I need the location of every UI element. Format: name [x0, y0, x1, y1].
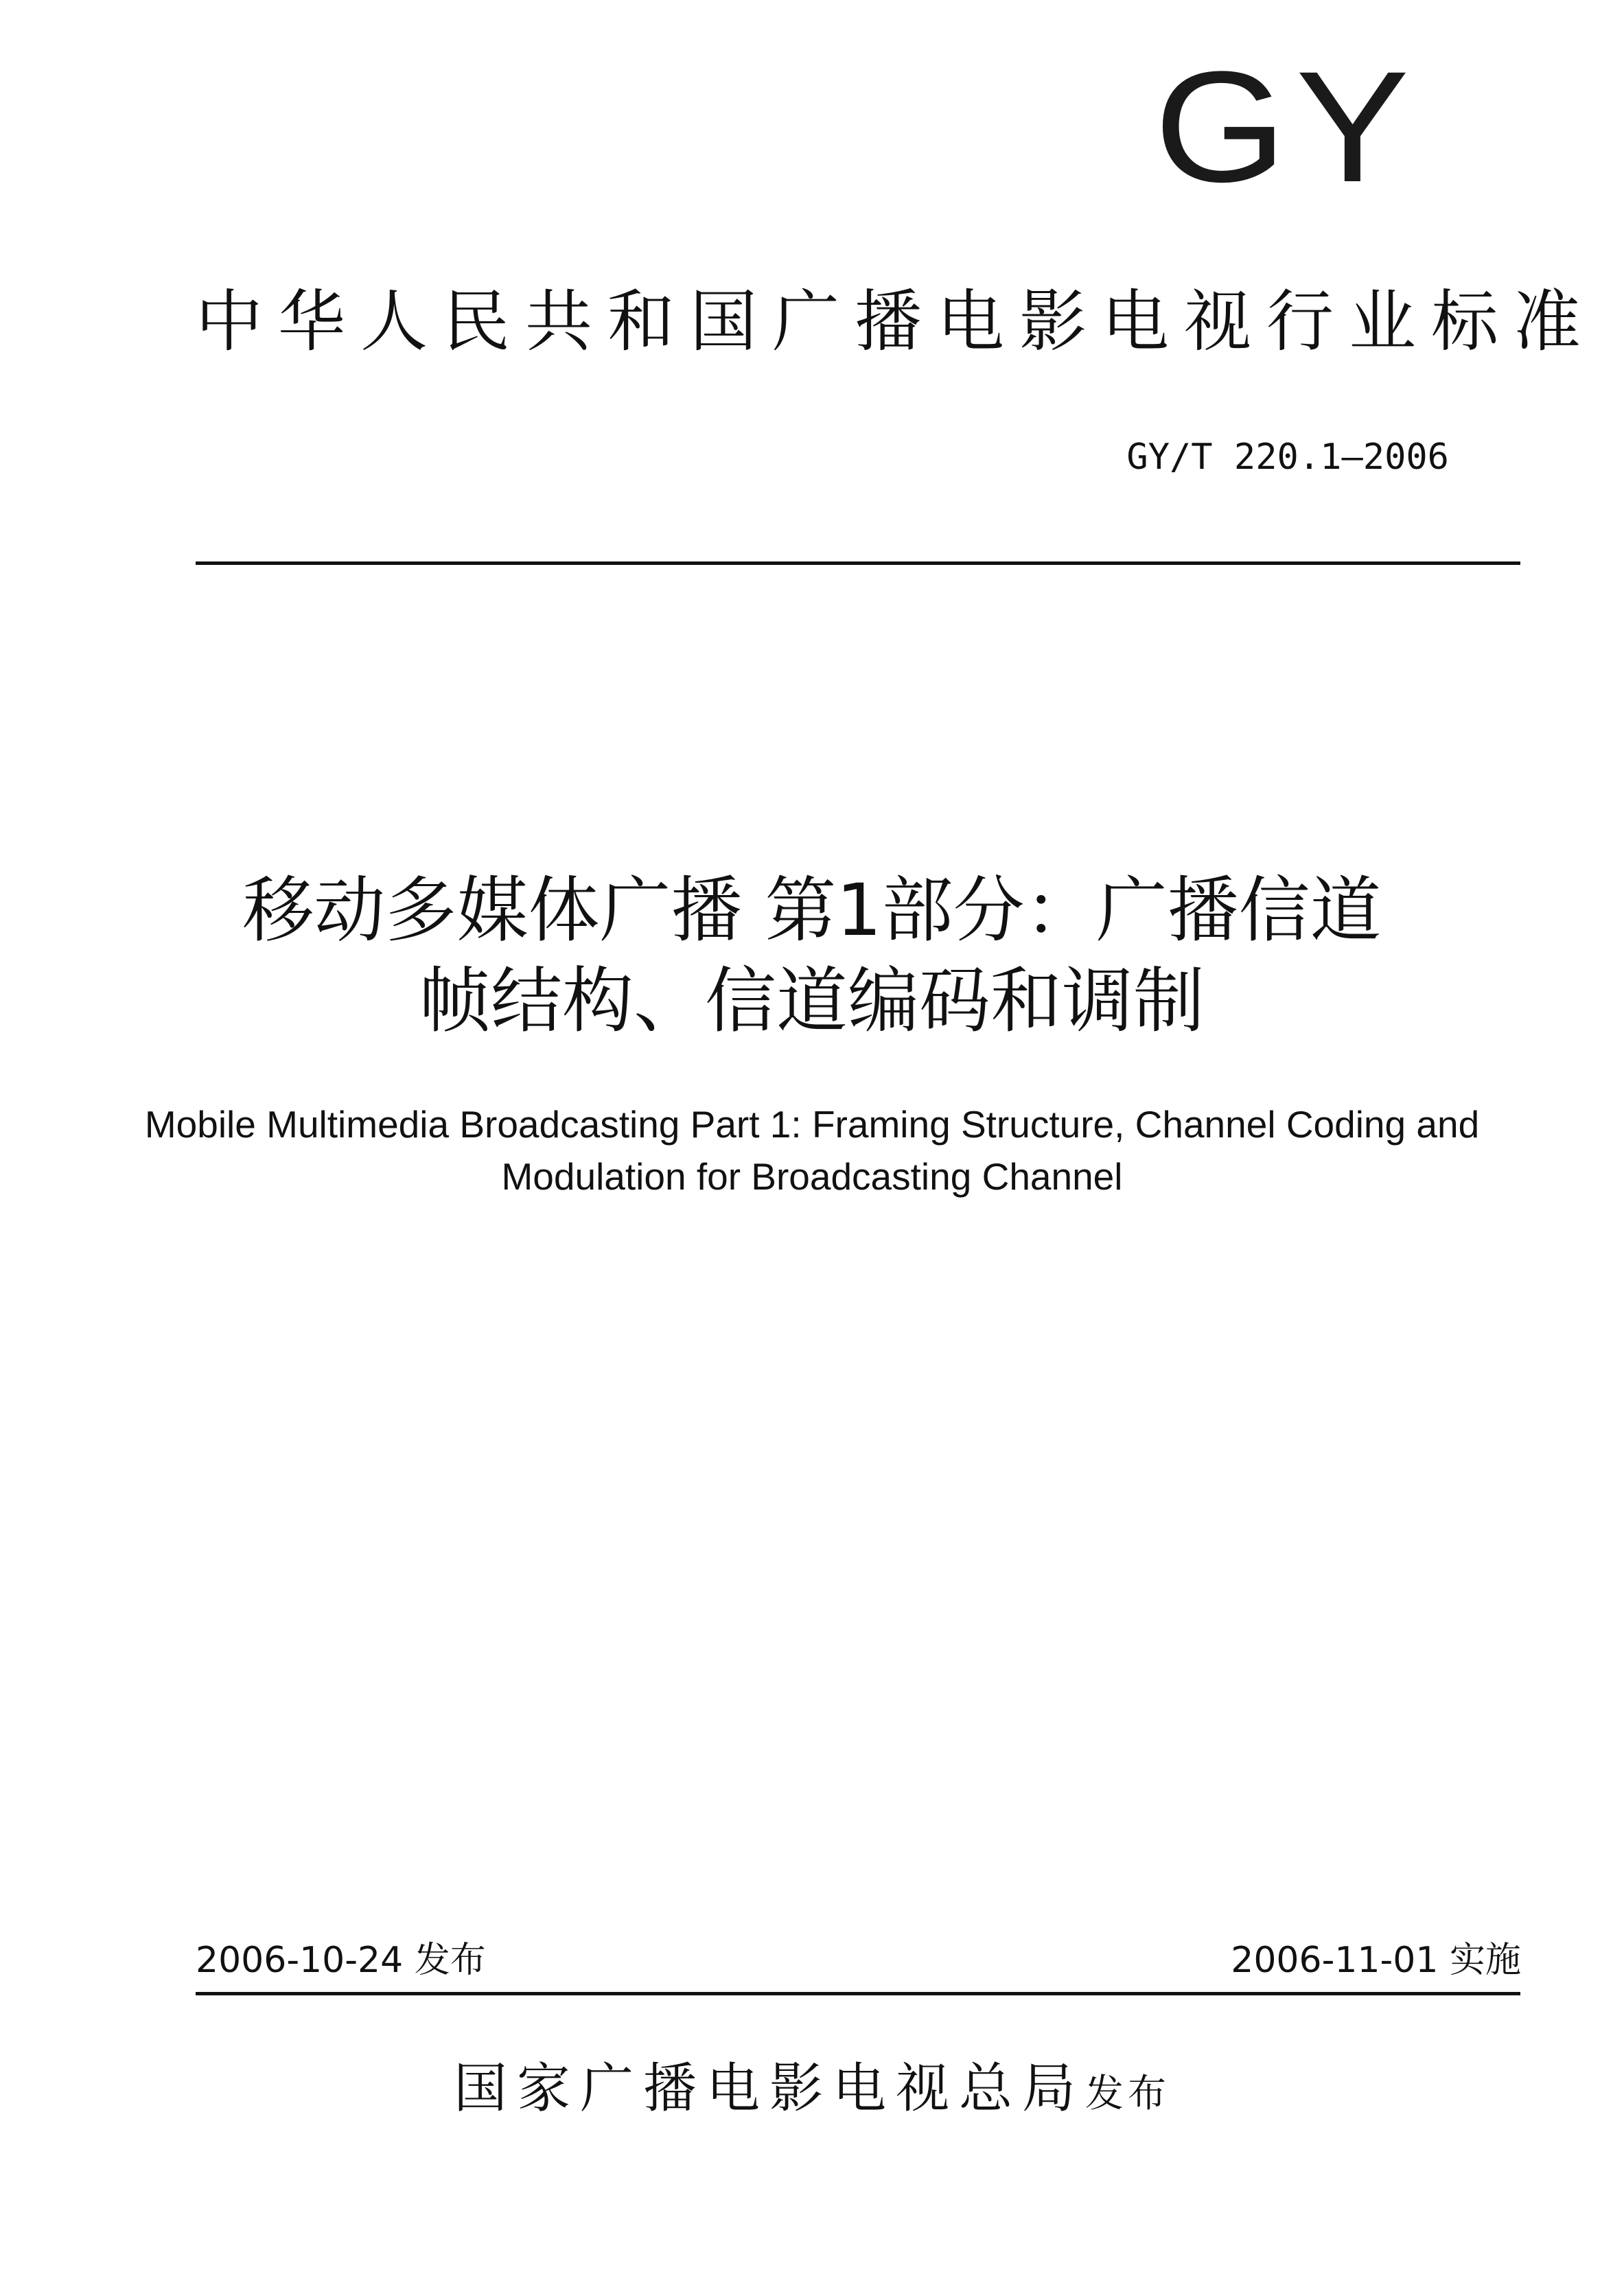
- gy-logo: GY: [1154, 38, 1418, 215]
- industry-standard-title: 中华人民共和国广播电影电视行业标准: [196, 283, 1597, 361]
- document-title-english: [0, 1098, 1624, 1203]
- top-divider: [196, 561, 1520, 565]
- title-en-line-1: Mobile Multimedia Broadcasting Part 1: Framing Structure, Channel Coding and: [144, 1103, 1480, 1146]
- issuer-verb: 发布: [1085, 2072, 1170, 2116]
- issue-date: 2006-10-24 发布: [196, 1940, 486, 1981]
- title-en-line-2: Modulation for Broadcasting Channel: [501, 1155, 1123, 1198]
- title-zh-line-2: 帧结构、信道编码和调制: [419, 959, 1205, 1043]
- issuing-authority: [0, 2045, 1624, 2122]
- title-zh-line-1: 移动多媒体广播 第1部分：广播信道: [242, 868, 1382, 952]
- issuer-name: 国家广播电影电视总局: [453, 2058, 1085, 2120]
- standard-number: GY/T 220.1—2006: [1126, 437, 1449, 478]
- implementation-date: 2006-11-01 实施: [1231, 1940, 1521, 1981]
- bottom-divider: [196, 1992, 1520, 1995]
- document-title-chinese: [0, 865, 1624, 1046]
